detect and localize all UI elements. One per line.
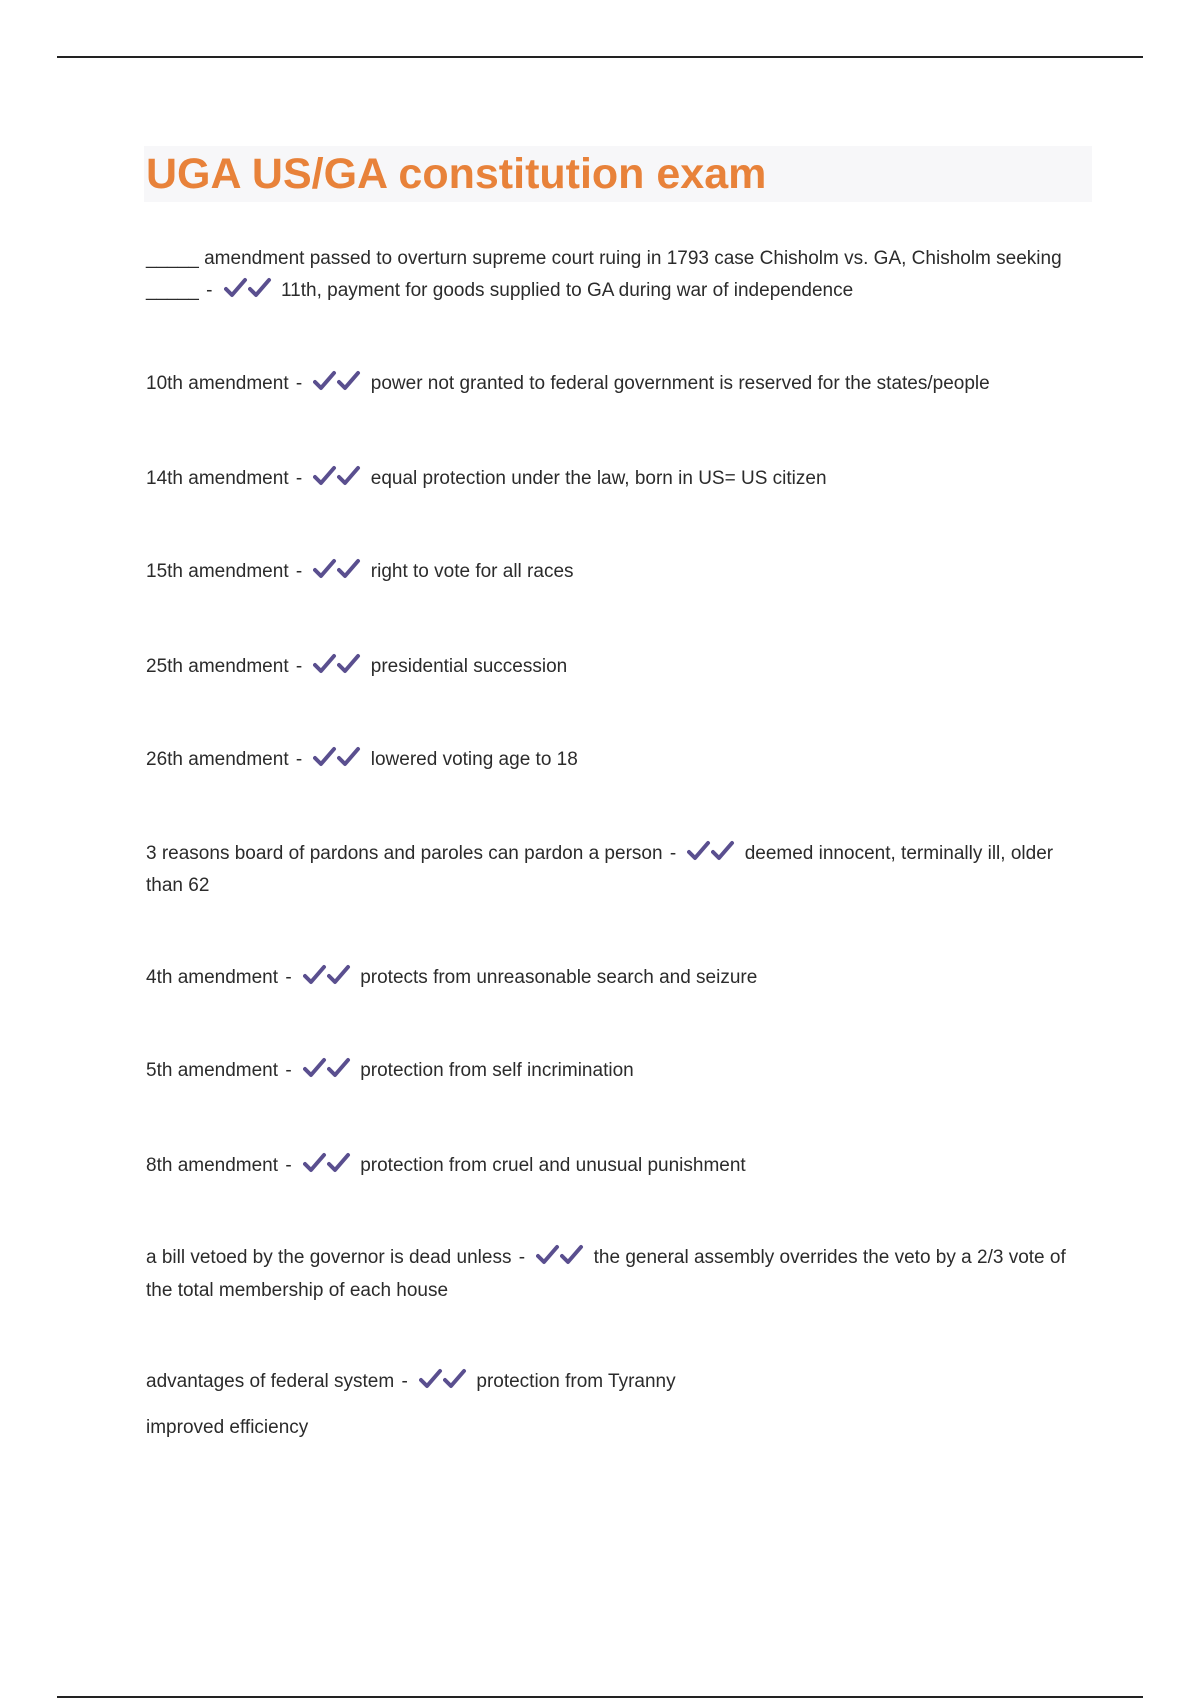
check-icon bbox=[711, 840, 735, 862]
check-icon bbox=[443, 1368, 467, 1390]
question-text: 14th amendment bbox=[146, 468, 289, 489]
question-text: 3 reasons board of pardons and paroles can pardon a person bbox=[146, 843, 663, 864]
check-icon bbox=[687, 840, 711, 862]
answer-text: the general assembly overrides the veto by a 2/3 vote of the total membership of each house bbox=[146, 1247, 1066, 1301]
question-text: 5th amendment bbox=[146, 1060, 279, 1081]
qa-item bbox=[146, 1243, 1066, 1306]
answer-text: protection from cruel and unusual punishment bbox=[360, 1155, 746, 1176]
answer-text: protection from self incrimination bbox=[360, 1060, 634, 1081]
question-text: a bill vetoed by the governor is dead unless bbox=[146, 1247, 512, 1268]
separator: - bbox=[285, 1060, 292, 1081]
qa-item bbox=[146, 962, 1066, 997]
answer-text: deemed innocent, terminally ill, older than 62 bbox=[146, 843, 1054, 896]
answer-text: power not granted to federal government is reserved for the states/people bbox=[370, 373, 990, 394]
question-text: 15th amendment bbox=[146, 561, 289, 582]
qa-item bbox=[146, 651, 1066, 686]
check-icon bbox=[313, 558, 337, 580]
check-icon bbox=[303, 1057, 327, 1079]
separator: - bbox=[206, 280, 213, 301]
qa-item bbox=[146, 839, 1066, 900]
double-check-icon bbox=[303, 964, 351, 997]
check-icon bbox=[303, 964, 327, 986]
check-icon bbox=[313, 653, 337, 675]
page-title: UGA US/GA constitution exam bbox=[146, 150, 767, 198]
answer-extra-line: improved efficiency bbox=[146, 1417, 309, 1438]
separator: - bbox=[401, 1371, 408, 1392]
answer-text: 11th, payment for goods supplied to GA during war of independence bbox=[281, 280, 854, 301]
check-icon bbox=[560, 1244, 584, 1266]
answer-text: protection from Tyranny bbox=[476, 1371, 676, 1392]
double-check-icon bbox=[687, 840, 735, 871]
check-icon bbox=[248, 277, 272, 299]
check-icon bbox=[224, 277, 248, 299]
check-icon bbox=[313, 746, 337, 768]
double-check-icon bbox=[303, 1057, 351, 1090]
answer-text: lowered voting age to 18 bbox=[370, 749, 578, 770]
check-icon bbox=[337, 653, 361, 675]
check-icon bbox=[327, 964, 351, 986]
qa-item bbox=[146, 463, 1066, 498]
answer-text: equal protection under the law, born in US= US citizen bbox=[370, 468, 827, 489]
qa-item bbox=[146, 1366, 1066, 1401]
separator: - bbox=[295, 561, 303, 582]
check-icon bbox=[337, 370, 361, 392]
top-rule bbox=[57, 56, 1143, 58]
check-icon bbox=[419, 1368, 443, 1390]
separator: - bbox=[285, 967, 292, 988]
double-check-icon bbox=[313, 558, 361, 591]
check-icon bbox=[313, 370, 337, 392]
double-check-icon bbox=[536, 1244, 584, 1276]
answer-text: protects from unreasonable search and seizure bbox=[360, 967, 758, 988]
check-icon bbox=[327, 1152, 351, 1174]
question-text: advantages of federal system bbox=[146, 1371, 395, 1392]
answer-text: right to vote for all races bbox=[370, 561, 574, 582]
qa-item bbox=[146, 1055, 1066, 1090]
double-check-icon bbox=[303, 1152, 351, 1185]
separator: - bbox=[295, 749, 303, 770]
check-icon bbox=[313, 465, 337, 487]
check-icon bbox=[536, 1244, 560, 1266]
question-text: 26th amendment bbox=[146, 749, 289, 770]
question-text: _____ amendment passed to overturn supreme court ruing in 1793 case Chisholm vs. GA, Chisholm seeking _____ bbox=[146, 248, 1062, 301]
double-check-icon bbox=[313, 653, 361, 686]
double-check-icon bbox=[224, 277, 272, 310]
check-icon bbox=[337, 465, 361, 487]
check-icon bbox=[327, 1057, 351, 1079]
qa-item bbox=[146, 556, 1066, 591]
qa-item bbox=[146, 243, 1066, 310]
double-check-icon bbox=[419, 1368, 467, 1401]
separator: - bbox=[518, 1247, 526, 1268]
answer-text: presidential succession bbox=[370, 656, 568, 677]
bottom-rule bbox=[57, 1696, 1143, 1698]
separator: - bbox=[295, 373, 303, 394]
qa-item bbox=[146, 368, 1066, 403]
question-text: 4th amendment bbox=[146, 967, 279, 988]
double-check-icon bbox=[313, 746, 361, 779]
separator: - bbox=[669, 843, 677, 864]
separator: - bbox=[295, 468, 303, 489]
check-icon bbox=[303, 1152, 327, 1174]
double-check-icon bbox=[313, 370, 361, 403]
check-icon bbox=[337, 746, 361, 768]
question-text: 10th amendment bbox=[146, 373, 289, 394]
question-text: 8th amendment bbox=[146, 1155, 279, 1176]
question-text: 25th amendment bbox=[146, 656, 289, 677]
separator: - bbox=[295, 656, 303, 677]
check-icon bbox=[337, 558, 361, 580]
double-check-icon bbox=[313, 465, 361, 498]
qa-item bbox=[146, 744, 1066, 779]
separator: - bbox=[285, 1155, 292, 1176]
qa-item bbox=[146, 1150, 1066, 1185]
